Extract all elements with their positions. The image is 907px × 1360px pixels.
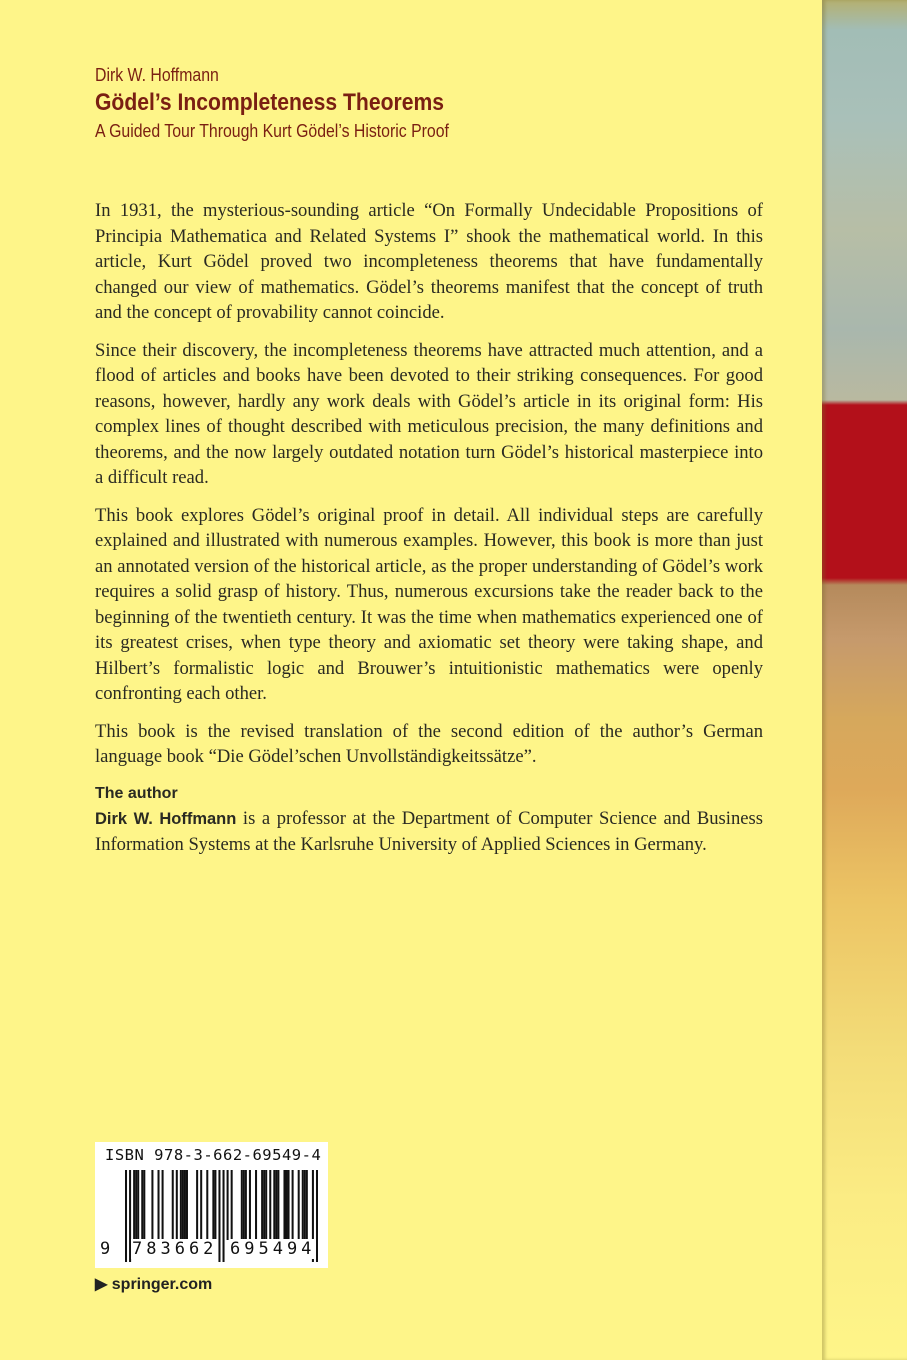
barcode-bar (288, 1170, 290, 1240)
publisher-link[interactable] (95, 1274, 212, 1294)
about-author-heading: The author (95, 784, 178, 802)
isbn-barcode (95, 1142, 328, 1268)
barcode-bar (135, 1170, 137, 1240)
about-author-bio: is a professor at the Department of Computer Science and Business Information Systems at the Karlsruhe University of Applied Sciences in Germany. (95, 807, 763, 855)
barcode-bar (182, 1170, 184, 1240)
barcode-bar (162, 1170, 164, 1240)
barcode-bar (196, 1170, 198, 1240)
barcode-right-group: 695494 (230, 1239, 316, 1259)
barcode-bar (180, 1170, 182, 1240)
barcode-bar (212, 1170, 214, 1240)
barcode-bar (245, 1170, 247, 1240)
blurb-paragraph: This book is the revised translation of the second edition of the author’s German language book “Die Gödel’schen Unvollständigkeitssätze”. (95, 720, 763, 767)
barcode-bar (275, 1170, 277, 1240)
barcode-left-group: 783662 (132, 1239, 218, 1259)
barcode-bar (263, 1170, 265, 1240)
book-title: Gödel’s Incompleteness Theorems (95, 89, 444, 116)
barcode-bar (302, 1170, 304, 1240)
barcode-bar (269, 1170, 271, 1240)
barcode-bar (277, 1170, 279, 1240)
barcode-bar (298, 1170, 300, 1240)
play-arrow-icon: ▶ (95, 1276, 108, 1293)
barcode-bar (249, 1170, 251, 1240)
barcode-bar (137, 1170, 139, 1240)
barcode-first-digit: 9 (100, 1239, 111, 1259)
about-author-text (95, 806, 763, 858)
barcode-bar (304, 1170, 306, 1240)
publisher-link-text: springer.com (111, 1276, 213, 1293)
blurb-paragraph: Since their discovery, the incompleteness theorems have attracted much attention, and a flood of articles and books have been devoted to their striking consequences. For good reasons, however, hardly any work deals with Gödel’s article in its original form: His complex lines of thought described with meticulous precision, the many definitions and theorems, and the now largely outdated notation turn Gödel’s historical masterpiece into a difficult read. (95, 339, 763, 488)
barcode-bar (176, 1170, 178, 1240)
barcode-bar (184, 1170, 186, 1240)
barcode-bar (172, 1170, 174, 1240)
barcode-bar (306, 1170, 308, 1240)
barcode-bar (125, 1170, 127, 1262)
blurb-paragraph: In 1931, the mysterious-sounding article “On Formally Undecidable Propositions of Principia Mathematica and Related Systems I” shook the mathematical world. In this article, Kurt Gödel proved two incompleteness theorems that have fundamentally changed our view of mathematics. Gödel’s theorems manifest that the concept of truth and the concept of provability cannot coincide. (95, 200, 763, 323)
barcode-bar (241, 1170, 243, 1240)
barcode-bar (133, 1170, 135, 1240)
barcode-bar (283, 1170, 285, 1240)
about-author-name: Dirk W. Hoffmann (95, 809, 237, 828)
barcode-bar (273, 1170, 275, 1240)
author-name: Dirk W. Hoffmann (95, 65, 219, 85)
barcode-bar (214, 1170, 216, 1240)
barcode-bar (285, 1170, 287, 1240)
barcode-bar (143, 1170, 145, 1240)
barcode-bar (231, 1170, 233, 1240)
barcode-bar (227, 1170, 229, 1240)
barcode-bar (265, 1170, 267, 1240)
barcode-bar (223, 1170, 225, 1262)
barcode-bar (255, 1170, 257, 1240)
barcode-bar (206, 1170, 208, 1240)
cover-header (95, 62, 497, 144)
barcode-bar (292, 1170, 294, 1240)
barcode-bar (218, 1170, 220, 1262)
barcode-bar (158, 1170, 160, 1240)
barcode-bar (186, 1170, 188, 1240)
barcode-bar (141, 1170, 143, 1240)
book-subtitle: A Guided Tour Through Kurt Gödel’s Historic Proof (95, 121, 449, 141)
blurb-paragraph: This book explores Gödel’s original proof in detail. All individual steps are carefully explained and illustrated with numerous examples. However, this book is more than just an annotated version of the historical article, as the proper understanding of Gödel’s work requires a solid grasp of history. Thus, numerous excursions take the reader back to the beginning of the twentieth century. It was the time when mathematics experienced one of its greatest crises, when type theory and axiomatic set theory were taking shape, and Hilbert’s formalistic logic and Brouwer’s intuitionistic mathematics were openly confronting each other. (95, 504, 763, 704)
spine-color-strip (822, 0, 907, 1360)
isbn-label: ISBN 978-3-662-69549-4 (105, 1146, 322, 1164)
barcode-bar (151, 1170, 153, 1240)
barcode-bar (261, 1170, 263, 1240)
blurb (95, 198, 763, 858)
barcode-bar (243, 1170, 245, 1240)
barcode-bar (200, 1170, 202, 1240)
